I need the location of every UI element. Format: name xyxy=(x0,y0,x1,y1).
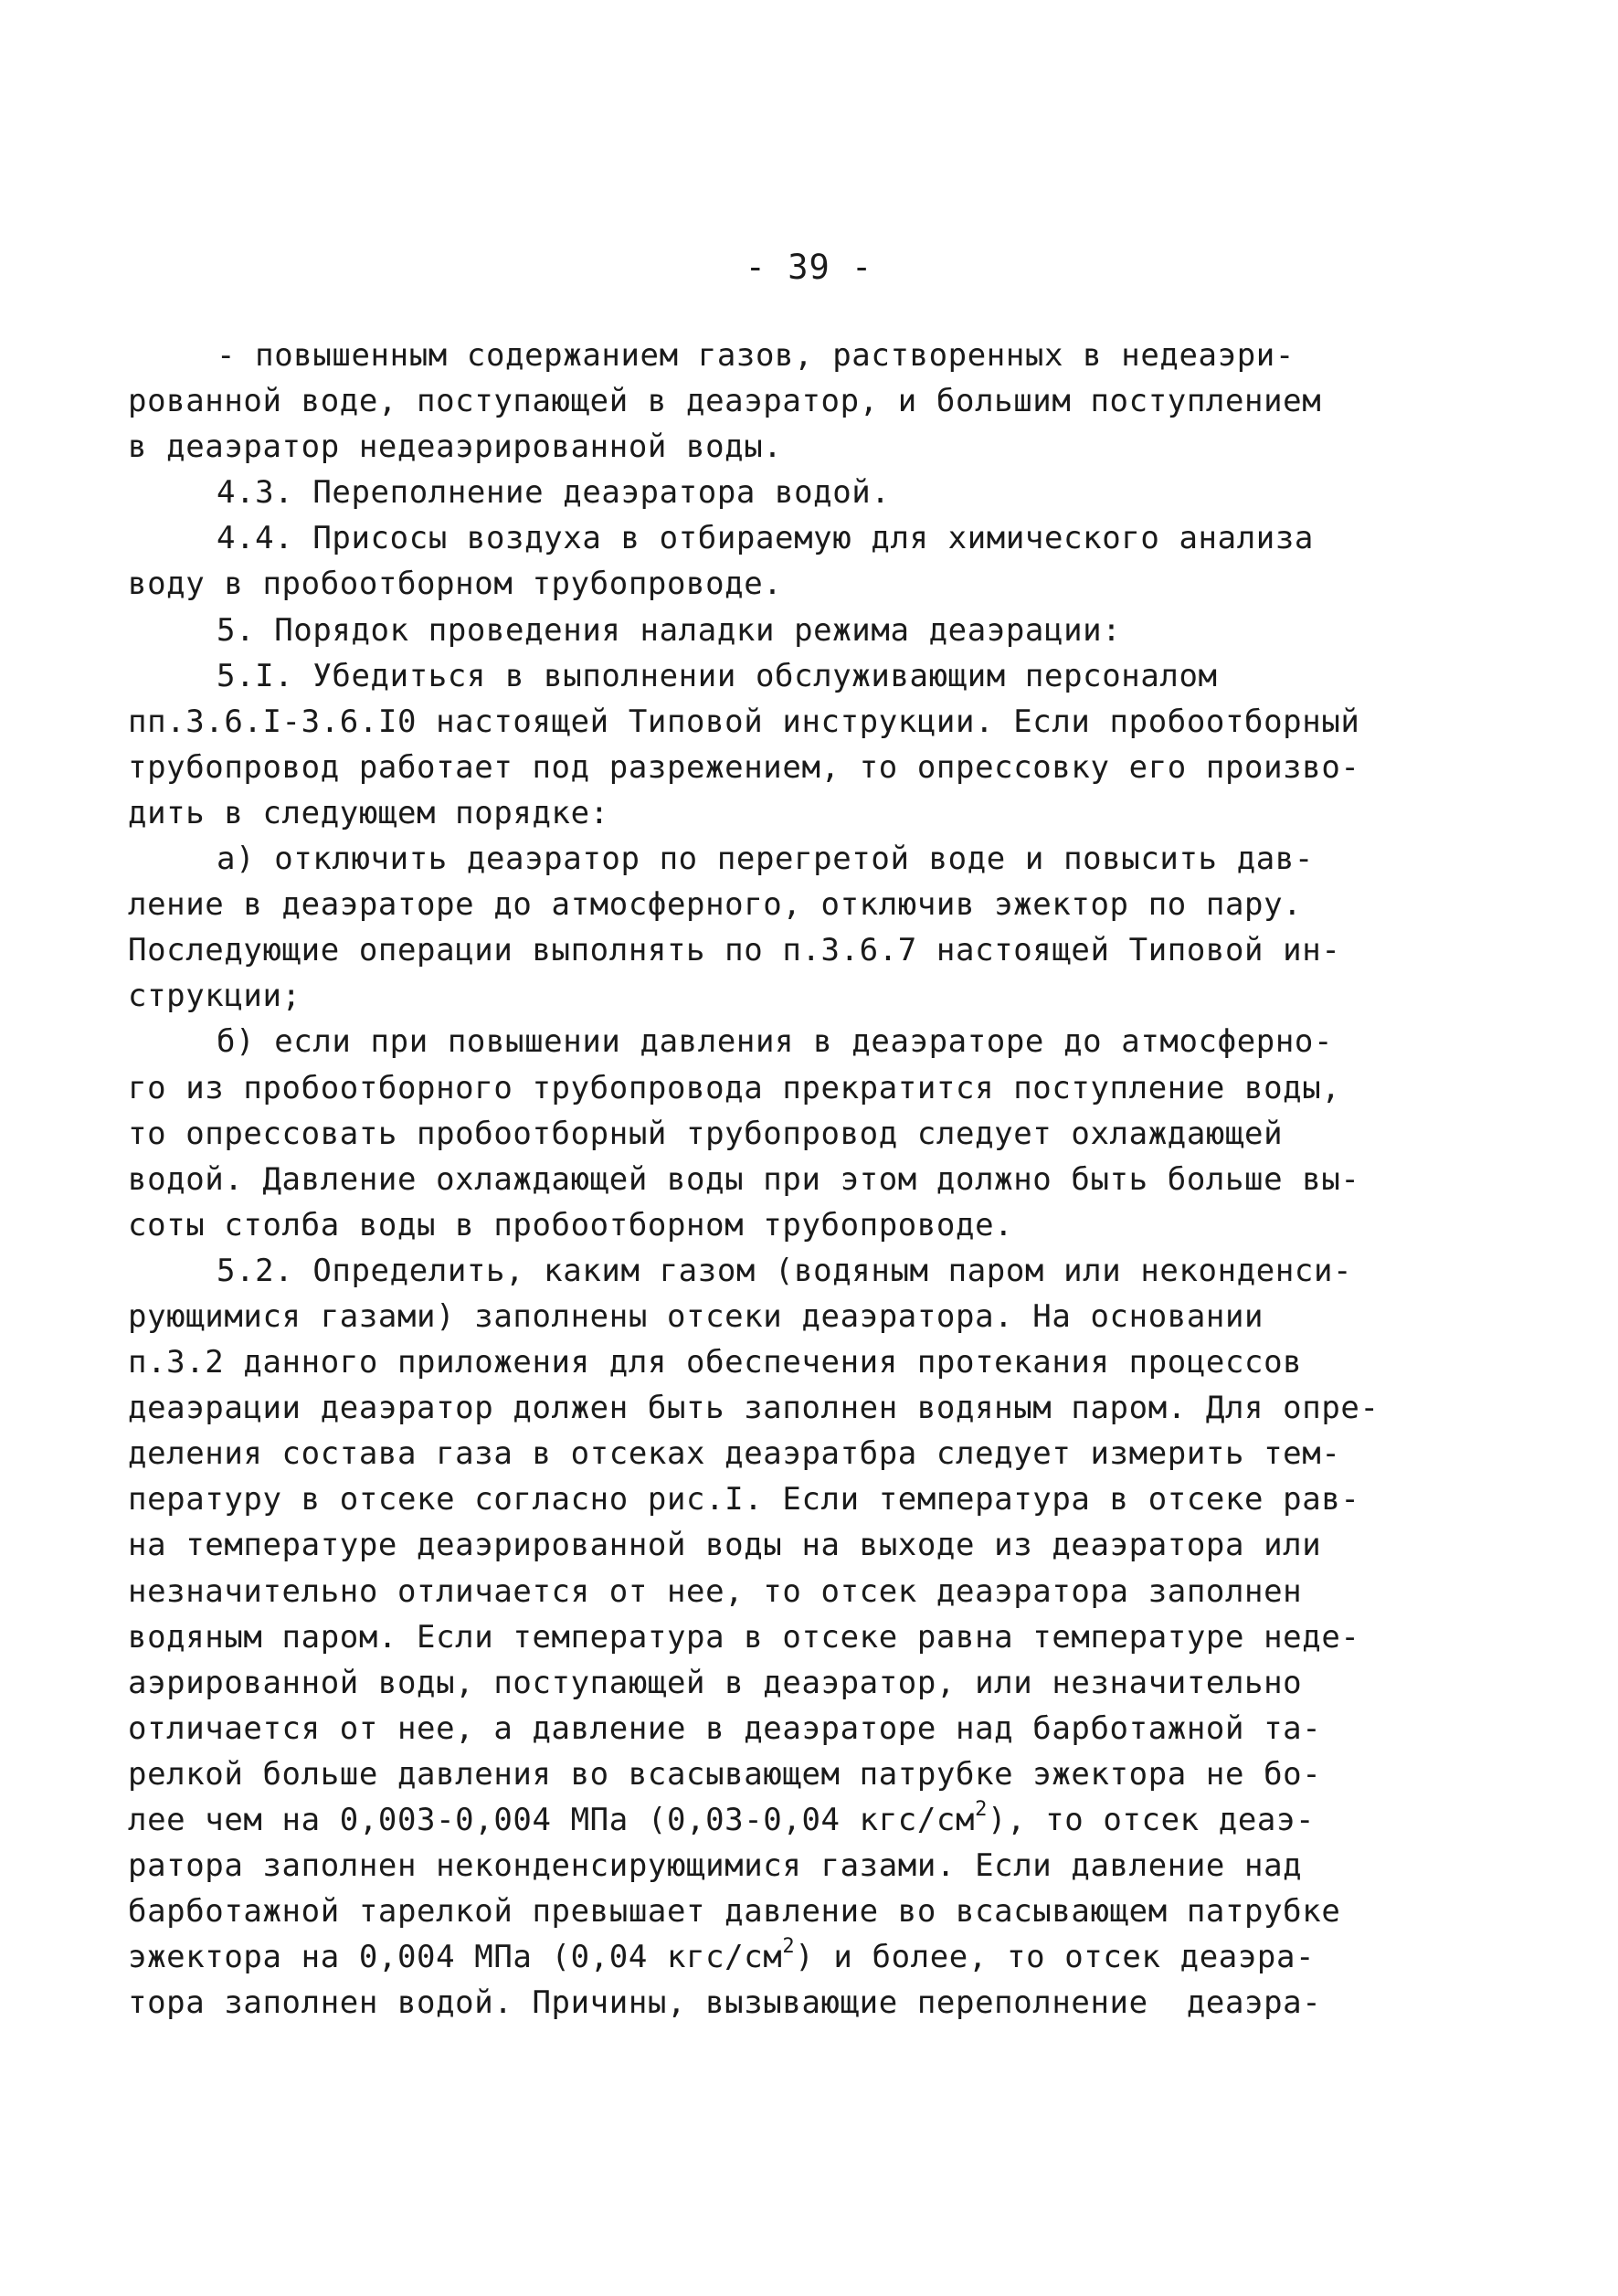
body-text xyxy=(128,333,1380,2026)
text-line xyxy=(128,1019,1334,1064)
text-line xyxy=(128,1614,1360,1660)
line-text: то опрессовать пробоотборный трубопровод следует охлаждающей xyxy=(128,1115,1284,1152)
text-line xyxy=(128,1660,1334,1706)
text-line xyxy=(128,1843,1334,1889)
text-line xyxy=(128,882,1334,927)
text-line xyxy=(128,1294,1334,1339)
line-text: го из пробоотборного трубопровода прекратится поступление воды, xyxy=(128,1069,1341,1106)
line-text: рующимися газами) заполнены отсеки деаэратора. На основании xyxy=(128,1297,1264,1335)
line-text: рованной воде, поступающей в деаэратор, и большим поступлением xyxy=(128,383,1322,420)
line-text: а) отключить деаэратор по перегретой воде и повысить дав- xyxy=(217,841,1314,878)
text-line xyxy=(128,790,1334,836)
text-line xyxy=(128,927,1341,973)
text-line xyxy=(128,424,1334,470)
line-text: струкции; xyxy=(128,978,301,1015)
text-line xyxy=(128,1157,1360,1202)
line-text: п.3.2 данного приложения для обеспечения протекания процессов xyxy=(128,1344,1303,1381)
text-line xyxy=(128,1980,1334,2026)
text-line xyxy=(128,1569,1334,1614)
line-text: соты столба воды в пробоотборном трубопроводе. xyxy=(128,1206,1014,1243)
text-line xyxy=(128,1476,1360,1522)
text-line xyxy=(128,333,1334,378)
page-number: - 39 - xyxy=(745,248,873,287)
line-text: эжектора на 0,004 МПа (0,04 кгс/см xyxy=(128,1939,783,1976)
text-line xyxy=(128,378,1334,424)
line-text-continuation: ) и более, то отсек деаэра- xyxy=(795,1939,1316,1976)
line-text: лее чем на 0,003-0,004 МПа (0,03-0,04 кгс/см xyxy=(128,1802,976,1838)
line-text: отличается от нее, а давление в деаэраторе над барботажной та- xyxy=(128,1709,1322,1747)
line-text: ратора заполнен неконденсирующимися газами. Если давление над xyxy=(128,1847,1303,1885)
line-text: ление в деаэраторе до атмосферного, отключив эжектор по пару. xyxy=(128,886,1303,924)
line-text: трубопровод работает под разрежением, то опрессовку его произво- xyxy=(128,748,1360,786)
text-line xyxy=(128,1934,1334,1980)
text-line xyxy=(128,973,1334,1019)
text-line xyxy=(128,1751,1334,1797)
text-line xyxy=(128,836,1334,882)
text-line xyxy=(128,1202,1334,1248)
line-text: воду в пробоотборном трубопроводе. xyxy=(128,566,783,603)
text-line xyxy=(128,1065,1341,1111)
text-line xyxy=(128,1889,1341,1934)
line-text: 4.4. Присосы воздуха в отбираемую для химического анализа xyxy=(217,520,1314,557)
line-text: водой. Давление охлаждающей воды при этом должно быть больше вы- xyxy=(128,1160,1360,1198)
line-text-continuation: ), то отсек деаэ- xyxy=(987,1802,1316,1838)
line-text: релкой больше давления во всасывающем патрубке эжектора не бо- xyxy=(128,1755,1322,1793)
line-text: тора заполнен водой. Причины, вызывающие переполнение деаэра- xyxy=(128,1984,1322,2022)
text-line xyxy=(128,699,1360,745)
line-text: 5. Порядок проведения наладки режима деаэрации: xyxy=(217,611,1122,649)
line-text: деления состава газа в отсеках деаэратбра следует измерить тем- xyxy=(128,1435,1341,1473)
line-text: 5.I. Убедиться в выполнении обслуживающим персоналом xyxy=(217,657,1218,694)
line-text: - повышенным содержанием газов, растворенных в недеаэри- xyxy=(217,337,1295,374)
line-text: пературу в отсеке согласно рис.I. Если температура в отсеке рав- xyxy=(128,1481,1360,1518)
text-line xyxy=(128,1522,1334,1568)
text-line xyxy=(128,561,1334,607)
line-text: незначительно отличается от нее, то отсек деаэратора заполнен xyxy=(128,1572,1303,1610)
line-text: б) если при повышении давления в деаэраторе до атмосферно- xyxy=(217,1023,1334,1061)
line-text: Последующие операции выполнять по п.3.6.7 настоящей Типовой ин- xyxy=(128,932,1341,969)
line-text: аэрированной воды, поступающей в деаэратор, или незначительно xyxy=(128,1664,1303,1701)
line-text: на температуре деаэрированной воды на выходе из деаэратора или xyxy=(128,1527,1322,1564)
line-text: в деаэратор недеаэрированной воды. xyxy=(128,429,783,466)
line-text: 5.2. Определить, каким газом (водяным паром или неконденси- xyxy=(217,1252,1353,1289)
text-line xyxy=(128,1248,1353,1294)
superscript: 2 xyxy=(782,1934,796,1958)
text-line xyxy=(128,1706,1334,1751)
text-line xyxy=(128,745,1360,790)
text-line xyxy=(128,1339,1334,1385)
text-line xyxy=(128,1431,1341,1476)
text-line xyxy=(128,515,1334,561)
line-text: 4.3. Переполнение деаэратора водой. xyxy=(217,474,891,512)
line-text: барботажной тарелкой превышает давление во всасывающем патрубке xyxy=(128,1893,1341,1931)
text-line xyxy=(128,1111,1334,1157)
text-line xyxy=(128,608,1334,653)
text-line xyxy=(128,1797,1334,1843)
superscript: 2 xyxy=(975,1797,988,1821)
line-text: деаэрации деаэратор должен быть заполнен водяным паром. Для опре- xyxy=(128,1390,1380,1427)
line-text: дить в следующем порядке: xyxy=(128,794,609,831)
line-text: водяным паром. Если температура в отсеке равна температуре неде- xyxy=(128,1618,1360,1656)
text-line xyxy=(128,1385,1380,1431)
line-text: пп.3.6.I-3.6.I0 настоящей Типовой инструкции. Если пробоотборный xyxy=(128,703,1360,740)
text-line xyxy=(128,653,1334,699)
text-line xyxy=(128,470,1334,515)
